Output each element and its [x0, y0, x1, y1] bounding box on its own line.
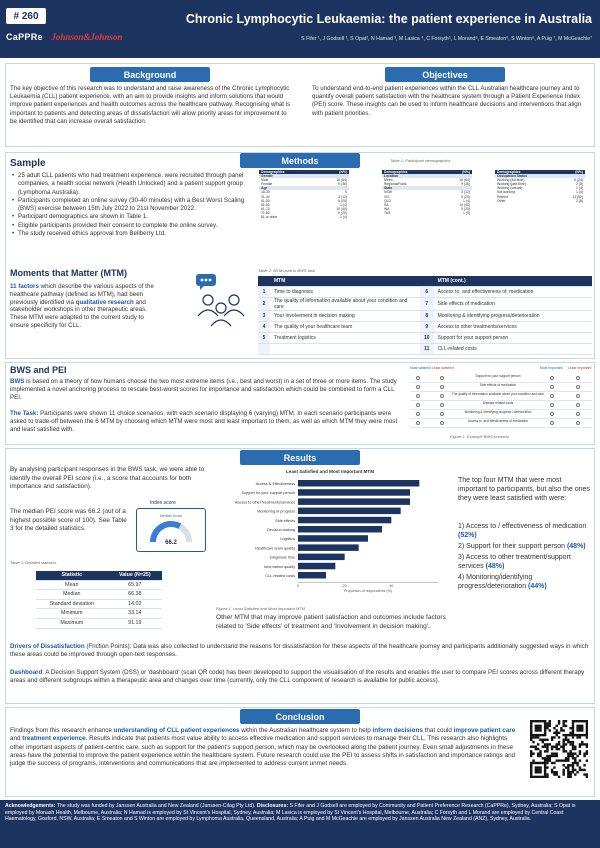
chart-category-label: CLL-related costs — [265, 574, 295, 578]
cappre-logo: CaPPRe — [6, 32, 43, 42]
stats-header-row: Statistic Value (N=25) — [36, 571, 162, 580]
stats-row: Median 66.38 — [36, 590, 162, 600]
chart-bar — [298, 526, 382, 533]
demographics-row: NSW 3 (12) — [384, 190, 470, 195]
bar-chart-caption: Figure 1. Least Satisfied and Most Important MTM — [216, 606, 305, 611]
mtm-row: 11 CLL-related costs — [258, 344, 592, 355]
demographics-row: WA 5 (20) — [384, 206, 470, 211]
chart-title: Least Satisfied and Most Important MTM — [285, 469, 375, 474]
table3-caption: Table 3. Detailed statistics — [10, 560, 57, 565]
bws-radio-icon — [440, 421, 444, 425]
bws-figure-header: Most satisfied — [410, 366, 431, 370]
demographics-row: Working (part-time) 2 (8) — [497, 182, 583, 187]
demographics-row: 51-60 1 (4) — [261, 202, 347, 207]
sample-bullet-list — [12, 172, 257, 238]
bws-radio-icon — [550, 403, 554, 407]
demographics-row: State — [382, 186, 472, 190]
demographics-row: Demographics (N%) — [261, 170, 347, 174]
chart-category-label: Logistics — [280, 537, 295, 542]
bws-radio-icon — [416, 376, 420, 380]
chart-bar — [298, 535, 368, 542]
results-heading: Results — [240, 450, 360, 465]
chart-category-label: Access to other treatments/services — [234, 500, 295, 505]
mtm-bar-chart — [212, 466, 447, 606]
demographics-row: Regional/Rural 9 (36) — [384, 182, 470, 187]
bws-figure-row — [410, 393, 592, 401]
demographics-row: 61-70 10 (40) — [261, 206, 347, 211]
gauge-value: 66.2 — [165, 540, 177, 546]
bws-figure-header: Least important — [568, 366, 592, 370]
chart-category-label: Support for your support person — [241, 491, 295, 496]
bws-radio-icon — [416, 385, 420, 389]
demographics-table-gender-age — [259, 170, 349, 219]
bws-item-label: The quality of information available about your condition and care — [451, 392, 545, 396]
results-paragraph-1: By analysing participant responses in the BWS task, we were able to identify the overall PEI score (i.e., a score that accounts for both importance and satisfaction). — [10, 466, 205, 491]
bws-heading: BWS and PEI — [10, 365, 67, 375]
demographics-table-occupation — [495, 170, 585, 203]
poster-number-badge: # 260 — [6, 8, 46, 24]
bws-radio-icon — [550, 385, 554, 389]
gauge-title: Index score — [150, 500, 176, 506]
demographics-row: Not working 1 (4) — [497, 190, 583, 195]
chart-x-tick: 0 — [297, 584, 299, 589]
header-banner — [0, 0, 600, 58]
bws-radio-icon — [550, 394, 554, 398]
bws-radio-icon — [416, 403, 420, 407]
bws-figure-row — [410, 375, 592, 383]
bws-radio-icon — [440, 385, 444, 389]
bws-item-label: Access to, and effectiveness of medication — [467, 419, 529, 423]
demographics-row: Working (full-time) 6 (24) — [497, 178, 583, 183]
sample-bullet: • Participant demographics are shown in Table 1. — [12, 213, 257, 221]
chart-category-label: Side effects — [275, 518, 295, 523]
bws-radio-icon — [576, 412, 580, 416]
gauge-subtitle: Median Score — [160, 514, 183, 518]
bws-radio-icon — [440, 412, 444, 416]
demographics-row: Gender — [259, 174, 349, 178]
demographics-row: 71-80 5 (20) — [261, 210, 347, 215]
bws-item-label: Side effects of medication — [479, 383, 517, 387]
chart-bar — [298, 563, 335, 570]
bws-figure-row — [410, 402, 592, 410]
demographics-row: Metro 16 (64) — [384, 178, 470, 183]
mtm-row: 3 Your involvement in decision making 8 Monitoring & identifying progress/deterioration — [258, 311, 592, 322]
chart-category-label: Monitoring of progress — [257, 509, 295, 514]
mtm-row: 4 The quality of your healthcare team 9 Access to other treatments/services — [258, 322, 592, 333]
demographics-row: Occupation Status — [495, 174, 585, 178]
author-list: S Fifer ¹, J Godsell ¹, S Opat², N Hamad ³, M Lasica ⁴, C Forsyth⁵, L Morand⁶, E Smeaton⁶, S Winton⁶, A Puig ⁷, M McGeachie⁷ — [301, 36, 592, 42]
chart-x-label: Proportion of respondents (%) — [344, 589, 392, 594]
demographics-row: QLD 1 (4) — [384, 198, 470, 203]
chart-bar — [298, 480, 419, 487]
table1-caption: Table 1. Participant demographics — [390, 158, 451, 163]
stats-row: Standard deviation 14.02 — [36, 599, 162, 609]
demographics-row: VIC 5 (20) — [384, 194, 470, 199]
chart-bar — [298, 572, 326, 579]
demographics-row: Other 2 (8) — [497, 198, 583, 203]
sample-bullet: • The study received ethics approval from Bellberry Ltd. — [12, 230, 257, 238]
objectives-text: To understand end-to-end patient experiences within the CLL Australian healthcare journey and to quantify overall patient satisfaction with the healthcare system through a Patient Experience Index (PEI) score. These insights can be used to inform healthcare decisions and interventions that align with patient priorities. — [312, 85, 582, 117]
chart-category-label: Information quality — [263, 564, 295, 569]
top-mtm-item: 3) Access to other treatment/support services (48%) — [458, 554, 571, 570]
mtm-row: 2 The quality of information available about your condition and care 7 Side effects of medication — [258, 298, 592, 311]
demographics-row: 81 or older 1 (4) — [261, 215, 347, 220]
statistics-table — [36, 571, 162, 629]
sample-bullet: • Eligible participants provided their consent to complete the online survey. — [12, 222, 257, 230]
dashboard-text: Dashboard: A Decision Support System (DSS) or 'dashboard' (scan QR code) has been developed to support the visualisation of the results and enables the user to compare PEI scores across different therapy areas and different subgroups within a therapeutic area and changes over time (currently, only the CLL component of research is available for public access). — [10, 669, 585, 685]
chart-bar — [298, 517, 391, 524]
demographics-row: 18-30 0 — [261, 190, 347, 195]
demographics-row: 31-40 3 (12) — [261, 194, 347, 199]
demographics-row: Male 16 (64) — [261, 178, 347, 183]
bws-radio-icon — [440, 376, 444, 380]
top-mtm-item: 2) Support for their support person (48%) — [458, 543, 586, 550]
demographics-row: Working (casual) 1 (4) — [497, 186, 583, 191]
people-icon — [190, 272, 252, 332]
chart-x-tick: 20 — [342, 584, 347, 589]
demographics-row: 41-50 5 (20) — [261, 198, 347, 203]
bws-radio-icon — [416, 421, 420, 425]
sample-heading: Sample — [10, 158, 46, 169]
chart-bar — [298, 554, 345, 561]
demographics-row: TAS 1 (4) — [384, 210, 470, 215]
bws-radio-icon — [576, 394, 580, 398]
bws-figure-row — [410, 420, 592, 428]
bws-radio-icon — [576, 376, 580, 380]
bws-radio-icon — [440, 403, 444, 407]
conclusion-text: Findings from this research enhance understanding of CLL patient experiences within the Australian healthcare system to help inform decisions that could improve patient care and treatment experience. Results indicate that patients most value ability to access effective medication and support services to manage their CLL. This research also highlights other important aspects of patient-centric care, such as support for the patient's support person, which may be overlooked along the patient journey. Even small adjustments in these areas have the potential to improve the patient experience within the healthcare system. Future research could use the PEI to assess shifts in satisfaction and importance ratings and judge the success of programs, interventions and communications that are implemented to address current unmet needs. — [10, 727, 516, 768]
top-mtm-intro: The top four MTM that were most important to participants, but also the ones they were least satisfied with were: — [458, 477, 590, 502]
chart-bar — [298, 498, 410, 505]
top-mtm-item: 1) Access to / effectiveness of medication (52%) — [458, 523, 587, 539]
demographics-row: Female 9 (36) — [261, 182, 347, 187]
mtm-heading: Moments that Matter (MTM) — [10, 268, 127, 278]
bws-figure-header: Least satisfied — [432, 366, 454, 370]
bws-radio-icon — [550, 376, 554, 380]
demographics-row: SA 10 (40) — [384, 202, 470, 207]
chart-category-label: Diagnosis time — [270, 555, 295, 560]
bws-item-label: Monitoring & identifying progress / deterioration — [464, 410, 532, 414]
conclusion-heading: Conclusion — [240, 709, 360, 724]
qr-code-icon[interactable] — [530, 720, 588, 778]
top-mtm-item: 4) Monitoring/identifying progress/deterioration (44%) — [458, 574, 547, 590]
methods-heading: Methods — [240, 153, 360, 168]
background-heading: Background — [90, 67, 210, 82]
bws-radio-icon — [416, 394, 420, 398]
demographics-row: Demographics (N%) — [497, 170, 583, 174]
bws-figure-row — [410, 384, 592, 392]
results-paragraph-2: The median PEI score was 66.2 (out of a highest possible score of 100). See Table 3 for the detailed statistics. — [10, 508, 127, 533]
chart-category-label: Decision making — [267, 528, 295, 532]
bws-paragraph-1: BWS is based on a theory of how humans choose the two most extreme items (i.e., best and worst) in a set of three or more items. The study implemented a novel anchoring process to rescale best-worst scores for importance and satisfaction which could be combined to form a CLL PEI. — [10, 378, 397, 401]
bws-figure-caption: Figure 1. Example BWS scenario — [450, 434, 509, 439]
bws-radio-icon — [576, 403, 580, 407]
bws-radio-icon — [440, 394, 444, 398]
poster-title: Chronic Lymphocytic Leukaemia: the patient experience in Australia — [185, 12, 592, 26]
bws-figure-header: Most important — [540, 366, 563, 370]
bws-radio-icon — [416, 412, 420, 416]
demographics-row: Demographics (N%) — [384, 170, 470, 174]
objectives-heading: Objectives — [385, 67, 505, 82]
drivers-of-dissatisfaction: Drivers of Dissatisfaction (Friction Points): Data was also collected to understand the reasons for dissatisfaction for these aspects of the healthcare journey and participants additionally suggested ways in which these areas could be improved through open-text responses. — [10, 643, 589, 659]
mtm-table — [258, 276, 592, 355]
chart-category-label: Access & Effectiveness — [255, 482, 295, 486]
mtm-row: 1 Time to diagnosis 6 Access to, and effectiveness of, medication — [258, 287, 592, 298]
chart-bar — [298, 544, 359, 551]
logos — [6, 32, 122, 42]
mtm-header-row: MTM MTM (cont.) — [258, 276, 592, 287]
bws-item-label: Support for your support person — [475, 374, 521, 378]
background-text: The key objective of this research was to understand and raise awareness of the Chronic Lymphocytic Leukaemia (CLL) patient experience, with an aim to provide insights and inform solutions that would improve patient experiences and health outcomes across the healthcare pathway. Recognising what is important to patients and detecting areas of dissatisfaction will allow priority areas for improvement to be identified that can increase overall satisfaction. — [10, 85, 291, 125]
bws-radio-icon — [576, 421, 580, 425]
bws-radio-icon — [576, 385, 580, 389]
mtm-text: 11 factors which describe the various aspects of the healthcare pathway (defined as MTM), had been previously identified via qualitative research and stakeholder workshops in other therapeutic areas. These MTM were adapted to the current study to ensure specificity for CLL. — [10, 283, 154, 329]
table2-caption: Table 2. MTM used in BWS task — [258, 268, 315, 273]
bws-item-label: Disease related costs — [482, 401, 514, 405]
stats-row: Maximum 91.19 — [36, 618, 162, 628]
demographics-row: Age — [259, 186, 349, 190]
footer-acknowledgements: Acknowledgements: The study was funded by Janssen Australia and New Zealand (Janssen-Cilag Pty Ltd). Disclosures: S Fifer and J Godsell are employed by Community and Patient Preference Research (CaPPRe), Sydney, Australia; S Opat is employed by Monash Health, Melbourne, Australia; N Hamad is employed by St Vincent's Hospital, Sydney, Australia; M Lasica is employed by St Vincent's Hospital, Melbourne, Australia; C Forsyth and L Morand are employed by Central Coast Haematology, Gosford, NSW, Australia; E Smeaton and S Winton are employed by Lymphoma Australia, Queensland, Australia; A Puig and M McGeachie are employed by Janssen Australia New Zealand (ANZ), Sydney, Australia. — [0, 800, 600, 848]
stats-row: Minimum 33.14 — [36, 609, 162, 619]
demographics-row: Retired 13 (52) — [497, 194, 583, 199]
chart-category-label: Healthcare team quality — [255, 546, 295, 551]
bws-radio-icon — [550, 421, 554, 425]
other-mtm-text: Other MTM that may improve patient satisfaction and outcomes include factors related to 'Side effects' of treatment and 'Involvement in decision making'. — [216, 614, 446, 630]
stats-row: Mean 65.97 — [36, 580, 162, 590]
bws-figure-row — [410, 411, 592, 419]
sample-bullet: • 25 adult CLL patients who had treatment experience, were recruited through panel companies, a health social network (Health Unlocked) and a patient support group (Lymphoma Australia). — [12, 172, 257, 197]
sample-bullet: • Participants completed an online survey (30-40 minutes) with a Best Worst Scaling (BWS) exercise between 15th July 2022 to 21st November 2022. — [12, 197, 257, 214]
chart-x-tick: 40 — [389, 584, 394, 589]
top-four-mtm-list — [458, 522, 592, 593]
chart-bar — [298, 489, 410, 496]
bws-example-figure — [410, 364, 592, 432]
bws-task-paragraph: The Task: Participants were shown 11 choice scenarios, with each scenario displaying 6 (varying) MTM. In each scenario participants were asked to trade-off between the 6 MTM by choosing which MTM were most and least important to them, as well as which MTM they were most and least satisfied with. — [10, 410, 398, 433]
chart-bar — [298, 508, 401, 514]
mtm-row: 5 Treatment logistics 10 Support for your support person — [258, 333, 592, 344]
demographics-row: Location — [382, 174, 472, 178]
johnson-johnson-logo: Johnson&Johnson — [51, 32, 123, 42]
demographics-table-location — [382, 170, 472, 215]
bws-radio-icon — [550, 412, 554, 416]
